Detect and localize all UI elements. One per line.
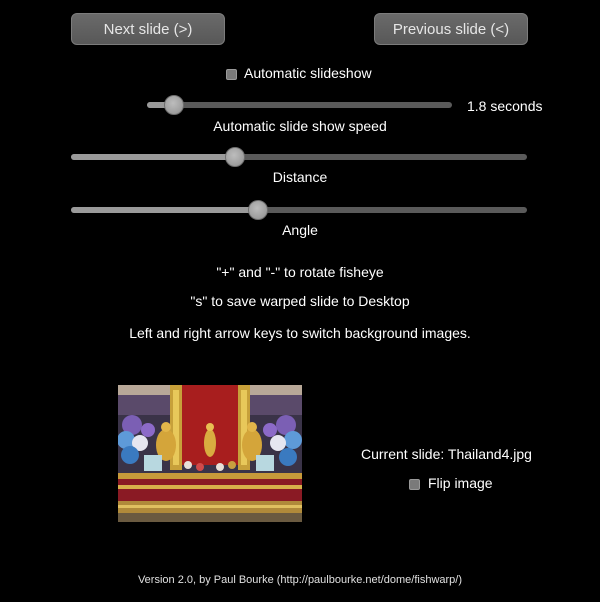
slide-thumbnail-image <box>118 385 302 522</box>
help-rotate-text: "+" and "-" to rotate fisheye <box>216 264 384 280</box>
flip-image-checkbox[interactable] <box>409 479 420 490</box>
flip-image-label: Flip image <box>428 475 493 491</box>
help-arrow-keys-text: Left and right arrow keys to switch background images. <box>129 325 471 341</box>
slideshow-speed-label: Automatic slide show speed <box>213 118 387 134</box>
next-slide-label: Next slide (>) <box>103 20 193 38</box>
version-footer: Version 2.0, by Paul Bourke (http://paulbourke.net/dome/fishwarp/) <box>137 574 463 586</box>
previous-slide-label: Previous slide (<) <box>392 20 510 38</box>
angle-label: Angle <box>282 222 318 238</box>
slideshow-speed-value: 1.8 seconds <box>467 98 543 114</box>
slider-fill <box>71 154 235 160</box>
help-save-text: "s" to save warped slide to Desktop <box>190 293 410 309</box>
slider-track <box>147 102 452 108</box>
slider-fill <box>71 207 258 213</box>
distance-slider[interactable] <box>71 147 527 167</box>
automatic-slideshow-checkbox[interactable] <box>226 69 237 80</box>
slider-thumb[interactable] <box>248 200 268 220</box>
current-slide-label: Current slide: Thailand4.jpg <box>361 446 532 462</box>
angle-slider[interactable] <box>71 200 527 220</box>
previous-slide-button[interactable] <box>374 13 528 45</box>
next-slide-button[interactable] <box>71 13 225 45</box>
slider-thumb[interactable] <box>225 147 245 167</box>
automatic-slideshow-label: Automatic slideshow <box>244 65 372 81</box>
slideshow-speed-slider[interactable] <box>147 95 452 115</box>
slider-thumb[interactable] <box>164 95 184 115</box>
distance-label: Distance <box>272 169 328 185</box>
